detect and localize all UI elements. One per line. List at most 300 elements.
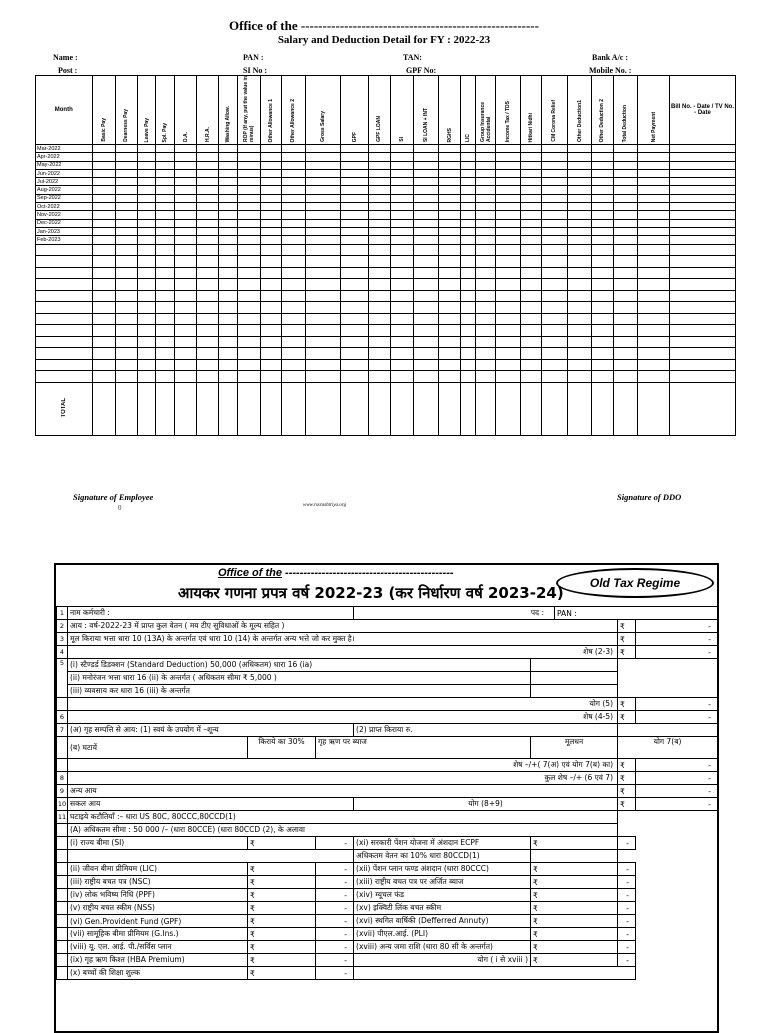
value-cell[interactable] — [341, 371, 369, 383]
value-cell[interactable] — [197, 290, 219, 302]
value-cell[interactable] — [156, 145, 175, 153]
value-cell[interactable] — [281, 267, 306, 279]
amount-value[interactable]: - — [618, 928, 636, 941]
value-cell[interactable] — [496, 153, 521, 161]
amount-value[interactable]: - — [316, 928, 354, 941]
value-cell[interactable] — [174, 290, 197, 302]
value-cell[interactable] — [475, 153, 496, 161]
value-cell[interactable] — [238, 325, 261, 337]
value-cell[interactable] — [174, 161, 197, 169]
value-cell[interactable] — [261, 153, 282, 161]
value-cell[interactable] — [613, 302, 638, 314]
value-cell[interactable] — [591, 236, 613, 244]
value-cell[interactable] — [670, 325, 736, 337]
value-cell[interactable] — [438, 279, 461, 291]
value-cell[interactable] — [568, 302, 592, 314]
value-cell[interactable] — [238, 290, 261, 302]
value-cell[interactable] — [461, 348, 475, 360]
value-cell[interactable] — [521, 325, 542, 337]
value-cell[interactable] — [368, 178, 390, 186]
value-cell[interactable] — [218, 203, 238, 211]
value-cell[interactable] — [461, 290, 475, 302]
value-cell[interactable] — [137, 219, 156, 227]
value-cell[interactable] — [591, 256, 613, 268]
value-cell[interactable] — [368, 325, 390, 337]
value-cell[interactable] — [496, 186, 521, 194]
value-cell[interactable] — [591, 178, 613, 186]
value-cell[interactable] — [197, 267, 219, 279]
value-cell[interactable] — [541, 227, 568, 235]
value-cell[interactable] — [238, 153, 261, 161]
value-cell[interactable] — [197, 244, 219, 256]
value-cell[interactable] — [156, 178, 175, 186]
total-cell[interactable] — [638, 382, 670, 435]
value-cell[interactable] — [368, 348, 390, 360]
value-cell[interactable] — [541, 348, 568, 360]
value-cell[interactable] — [670, 178, 736, 186]
value-cell[interactable] — [306, 145, 341, 153]
value-cell[interactable] — [496, 371, 521, 383]
value-cell[interactable] — [116, 203, 138, 211]
value-cell[interactable] — [368, 371, 390, 383]
value-cell[interactable] — [174, 267, 197, 279]
value-cell[interactable] — [218, 279, 238, 291]
value-cell[interactable] — [591, 348, 613, 360]
value-cell[interactable] — [414, 194, 439, 202]
value-cell[interactable] — [496, 236, 521, 244]
value-cell[interactable] — [414, 244, 439, 256]
value-cell[interactable] — [461, 236, 475, 244]
value-cell[interactable] — [156, 203, 175, 211]
value-cell[interactable] — [218, 267, 238, 279]
value-cell[interactable] — [613, 267, 638, 279]
value-cell[interactable] — [521, 348, 542, 360]
value-cell[interactable] — [341, 325, 369, 337]
value-cell[interactable] — [116, 211, 138, 219]
value-cell[interactable] — [390, 336, 414, 348]
value-cell[interactable] — [414, 178, 439, 186]
value-cell[interactable] — [92, 186, 116, 194]
value-cell[interactable] — [613, 359, 638, 371]
value-cell[interactable] — [521, 256, 542, 268]
value-cell[interactable] — [137, 348, 156, 360]
value-cell[interactable] — [496, 267, 521, 279]
total-cell[interactable] — [218, 382, 238, 435]
value-cell[interactable] — [461, 256, 475, 268]
value-cell[interactable] — [306, 348, 341, 360]
value-cell[interactable] — [116, 194, 138, 202]
value-cell[interactable] — [368, 227, 390, 235]
value-cell[interactable] — [306, 203, 341, 211]
value-cell[interactable] — [521, 267, 542, 279]
value-cell[interactable] — [341, 227, 369, 235]
value-cell[interactable] — [591, 211, 613, 219]
value-cell[interactable] — [92, 267, 116, 279]
value-cell[interactable] — [306, 256, 341, 268]
value-cell[interactable] — [368, 359, 390, 371]
value-cell[interactable] — [670, 194, 736, 202]
value-cell[interactable] — [92, 290, 116, 302]
value-cell[interactable] — [197, 359, 219, 371]
value-cell[interactable] — [670, 169, 736, 177]
value-cell[interactable] — [306, 302, 341, 314]
value-cell[interactable] — [438, 244, 461, 256]
value-cell[interactable] — [306, 313, 341, 325]
value-cell[interactable] — [174, 178, 197, 186]
value-cell[interactable] — [414, 371, 439, 383]
value-cell[interactable] — [461, 145, 475, 153]
amount-value[interactable]: - — [316, 902, 354, 915]
value-cell[interactable] — [568, 359, 592, 371]
value-cell[interactable] — [218, 178, 238, 186]
value-cell[interactable] — [197, 313, 219, 325]
value-cell[interactable] — [116, 178, 138, 186]
value-cell[interactable] — [341, 336, 369, 348]
value-cell[interactable] — [174, 336, 197, 348]
value-cell[interactable] — [197, 325, 219, 337]
value-cell[interactable] — [174, 279, 197, 291]
value-cell[interactable] — [306, 178, 341, 186]
amount-value[interactable]: - — [618, 863, 636, 876]
value-cell[interactable] — [461, 161, 475, 169]
value-cell[interactable] — [261, 211, 282, 219]
value-cell[interactable] — [390, 161, 414, 169]
value-cell[interactable] — [638, 227, 670, 235]
value-cell[interactable] — [521, 169, 542, 177]
value-cell[interactable] — [568, 348, 592, 360]
value-cell[interactable] — [137, 227, 156, 235]
value-cell[interactable] — [92, 302, 116, 314]
value-cell[interactable] — [261, 227, 282, 235]
value-cell[interactable] — [261, 371, 282, 383]
value-cell[interactable] — [137, 325, 156, 337]
value-cell[interactable] — [638, 194, 670, 202]
value-cell[interactable] — [261, 302, 282, 314]
value-cell[interactable] — [541, 267, 568, 279]
value-cell[interactable] — [591, 169, 613, 177]
value-cell[interactable] — [174, 194, 197, 202]
value-cell[interactable] — [218, 161, 238, 169]
total-cell[interactable] — [341, 382, 369, 435]
value-cell[interactable] — [390, 203, 414, 211]
value-cell[interactable] — [414, 348, 439, 360]
value-cell[interactable] — [341, 256, 369, 268]
value-cell[interactable] — [36, 279, 93, 291]
value-cell[interactable] — [414, 302, 439, 314]
total-cell[interactable] — [116, 382, 138, 435]
value-cell[interactable] — [414, 145, 439, 153]
value-cell[interactable] — [638, 279, 670, 291]
value-cell[interactable] — [613, 313, 638, 325]
value-cell[interactable] — [390, 348, 414, 360]
amount-value[interactable]: - — [316, 876, 354, 889]
value-cell[interactable] — [461, 313, 475, 325]
value-cell[interactable] — [521, 244, 542, 256]
value-cell[interactable] — [174, 313, 197, 325]
value-cell[interactable] — [238, 279, 261, 291]
value-cell[interactable] — [281, 302, 306, 314]
value-cell[interactable] — [438, 203, 461, 211]
value-cell[interactable] — [613, 236, 638, 244]
value-cell[interactable] — [670, 244, 736, 256]
value-cell[interactable] — [341, 169, 369, 177]
value-cell[interactable] — [368, 194, 390, 202]
value-cell[interactable] — [238, 302, 261, 314]
value-cell[interactable] — [414, 256, 439, 268]
value-cell[interactable] — [670, 227, 736, 235]
value-cell[interactable] — [197, 371, 219, 383]
value-cell[interactable] — [475, 302, 496, 314]
value-cell[interactable] — [461, 336, 475, 348]
value-cell[interactable] — [238, 359, 261, 371]
total-cell[interactable] — [261, 382, 282, 435]
value-cell[interactable] — [261, 186, 282, 194]
value-cell[interactable] — [174, 145, 197, 153]
value-cell[interactable] — [281, 256, 306, 268]
value-cell[interactable] — [461, 359, 475, 371]
value-cell[interactable] — [368, 313, 390, 325]
value-cell[interactable] — [638, 244, 670, 256]
value-cell[interactable] — [116, 348, 138, 360]
value-cell[interactable] — [414, 219, 439, 227]
value-cell[interactable] — [638, 178, 670, 186]
value-cell[interactable] — [390, 371, 414, 383]
value-cell[interactable] — [613, 371, 638, 383]
amount-value[interactable]: - — [618, 902, 636, 915]
value-cell[interactable] — [92, 325, 116, 337]
value-cell[interactable] — [341, 161, 369, 169]
value-cell[interactable] — [261, 348, 282, 360]
value-cell[interactable] — [306, 290, 341, 302]
value-cell[interactable] — [92, 227, 116, 235]
total-cell[interactable] — [156, 382, 175, 435]
value-cell[interactable] — [541, 244, 568, 256]
value-cell[interactable] — [368, 256, 390, 268]
value-cell[interactable] — [638, 313, 670, 325]
value-cell[interactable] — [341, 359, 369, 371]
value-cell[interactable] — [306, 153, 341, 161]
value-cell[interactable] — [390, 256, 414, 268]
value-cell[interactable] — [238, 194, 261, 202]
value-cell[interactable] — [670, 371, 736, 383]
value-cell[interactable] — [638, 267, 670, 279]
value-cell[interactable] — [638, 219, 670, 227]
value-cell[interactable] — [521, 178, 542, 186]
value-cell[interactable] — [670, 267, 736, 279]
value-cell[interactable] — [174, 244, 197, 256]
value-cell[interactable] — [521, 279, 542, 291]
value-cell[interactable] — [218, 169, 238, 177]
value-cell[interactable] — [261, 279, 282, 291]
value-cell[interactable] — [568, 194, 592, 202]
value-cell[interactable] — [281, 279, 306, 291]
value-cell[interactable] — [92, 256, 116, 268]
value-cell[interactable] — [261, 178, 282, 186]
value-cell[interactable] — [306, 186, 341, 194]
value-cell[interactable] — [670, 203, 736, 211]
value-cell[interactable] — [156, 194, 175, 202]
value-cell[interactable] — [116, 219, 138, 227]
value-cell[interactable] — [461, 186, 475, 194]
value-cell[interactable] — [521, 161, 542, 169]
value-cell[interactable] — [613, 145, 638, 153]
value-cell[interactable] — [92, 211, 116, 219]
value-cell[interactable] — [438, 313, 461, 325]
amount-value[interactable]: - — [618, 889, 636, 902]
value-cell[interactable] — [368, 219, 390, 227]
value-cell[interactable] — [174, 211, 197, 219]
value-cell[interactable] — [281, 227, 306, 235]
value-cell[interactable] — [613, 227, 638, 235]
value-cell[interactable] — [521, 290, 542, 302]
value-cell[interactable] — [281, 161, 306, 169]
value-cell[interactable] — [137, 194, 156, 202]
value-cell[interactable] — [218, 153, 238, 161]
value-cell[interactable] — [218, 325, 238, 337]
value-cell[interactable] — [116, 161, 138, 169]
value-cell[interactable] — [137, 290, 156, 302]
value-cell[interactable] — [390, 145, 414, 153]
value-cell[interactable] — [156, 211, 175, 219]
value-cell[interactable] — [638, 325, 670, 337]
value-cell[interactable] — [281, 236, 306, 244]
total-cell[interactable] — [238, 382, 261, 435]
value-cell[interactable] — [92, 194, 116, 202]
value-cell[interactable] — [541, 178, 568, 186]
total-cell[interactable] — [197, 382, 219, 435]
value-cell[interactable] — [306, 161, 341, 169]
value-cell[interactable] — [414, 313, 439, 325]
value-cell[interactable] — [591, 371, 613, 383]
value-cell[interactable] — [281, 244, 306, 256]
value-cell[interactable] — [368, 279, 390, 291]
value-cell[interactable] — [496, 169, 521, 177]
value-cell[interactable] — [591, 227, 613, 235]
value-cell[interactable] — [92, 371, 116, 383]
value-cell[interactable] — [496, 256, 521, 268]
value-cell[interactable] — [438, 194, 461, 202]
value-cell[interactable] — [281, 194, 306, 202]
value-cell[interactable] — [341, 279, 369, 291]
value-cell[interactable] — [521, 145, 542, 153]
value-cell[interactable] — [613, 194, 638, 202]
value-cell[interactable] — [414, 186, 439, 194]
value-cell[interactable] — [306, 211, 341, 219]
value-cell[interactable] — [475, 359, 496, 371]
value-cell[interactable] — [36, 256, 93, 268]
value-cell[interactable] — [281, 371, 306, 383]
value-cell[interactable] — [261, 219, 282, 227]
value-cell[interactable] — [218, 290, 238, 302]
value-cell[interactable] — [197, 302, 219, 314]
value-cell[interactable] — [438, 219, 461, 227]
amount-value[interactable]: - — [316, 954, 354, 967]
value-cell[interactable] — [197, 336, 219, 348]
total-cell[interactable] — [174, 382, 197, 435]
value-cell[interactable] — [475, 161, 496, 169]
value-cell[interactable] — [238, 348, 261, 360]
total-cell[interactable] — [475, 382, 496, 435]
value-cell[interactable] — [438, 359, 461, 371]
value-cell[interactable] — [670, 302, 736, 314]
value-cell[interactable] — [541, 211, 568, 219]
value-cell[interactable] — [414, 227, 439, 235]
value-cell[interactable] — [613, 244, 638, 256]
value-cell[interactable] — [670, 236, 736, 244]
value-cell[interactable] — [475, 227, 496, 235]
value-cell[interactable] — [496, 194, 521, 202]
value-cell[interactable] — [390, 302, 414, 314]
value-cell[interactable] — [92, 244, 116, 256]
value-cell[interactable] — [306, 359, 341, 371]
value-cell[interactable] — [638, 169, 670, 177]
value-cell[interactable] — [521, 371, 542, 383]
value-cell[interactable] — [92, 219, 116, 227]
value-cell[interactable] — [461, 325, 475, 337]
value-cell[interactable] — [306, 227, 341, 235]
value-cell[interactable] — [341, 236, 369, 244]
value-cell[interactable] — [174, 203, 197, 211]
value-cell[interactable] — [438, 178, 461, 186]
value-cell[interactable] — [341, 244, 369, 256]
value-cell[interactable] — [541, 153, 568, 161]
value-cell[interactable] — [390, 169, 414, 177]
value-cell[interactable] — [137, 178, 156, 186]
value-cell[interactable] — [92, 161, 116, 169]
value-cell[interactable] — [261, 145, 282, 153]
value-cell[interactable] — [174, 256, 197, 268]
value-cell[interactable] — [438, 348, 461, 360]
value-cell[interactable] — [475, 219, 496, 227]
value-cell[interactable] — [475, 371, 496, 383]
value-cell[interactable] — [368, 161, 390, 169]
value-cell[interactable] — [591, 279, 613, 291]
total-cell[interactable] — [496, 382, 521, 435]
value-cell[interactable] — [613, 161, 638, 169]
value-cell[interactable] — [414, 236, 439, 244]
value-cell[interactable] — [92, 153, 116, 161]
value-cell[interactable] — [218, 244, 238, 256]
value-cell[interactable] — [438, 236, 461, 244]
value-cell[interactable] — [341, 313, 369, 325]
value-cell[interactable] — [218, 194, 238, 202]
value-cell[interactable] — [156, 336, 175, 348]
value-cell[interactable] — [568, 186, 592, 194]
amount-value[interactable]: - — [618, 915, 636, 928]
value-cell[interactable] — [670, 145, 736, 153]
value-cell[interactable] — [541, 325, 568, 337]
value-cell[interactable] — [116, 169, 138, 177]
value-cell[interactable] — [261, 290, 282, 302]
value-cell[interactable] — [281, 359, 306, 371]
value-cell[interactable] — [521, 211, 542, 219]
value-cell[interactable] — [461, 194, 475, 202]
value-cell[interactable] — [541, 236, 568, 244]
amount-value[interactable]: - — [316, 967, 354, 980]
value-cell[interactable] — [521, 203, 542, 211]
value-cell[interactable] — [197, 227, 219, 235]
value-cell[interactable] — [281, 211, 306, 219]
value-cell[interactable] — [306, 267, 341, 279]
value-cell[interactable] — [156, 169, 175, 177]
value-cell[interactable] — [521, 336, 542, 348]
total-cell[interactable] — [541, 382, 568, 435]
value-cell[interactable] — [36, 267, 93, 279]
value-cell[interactable] — [390, 244, 414, 256]
value-cell[interactable] — [92, 359, 116, 371]
value-cell[interactable] — [638, 371, 670, 383]
value-cell[interactable] — [475, 236, 496, 244]
